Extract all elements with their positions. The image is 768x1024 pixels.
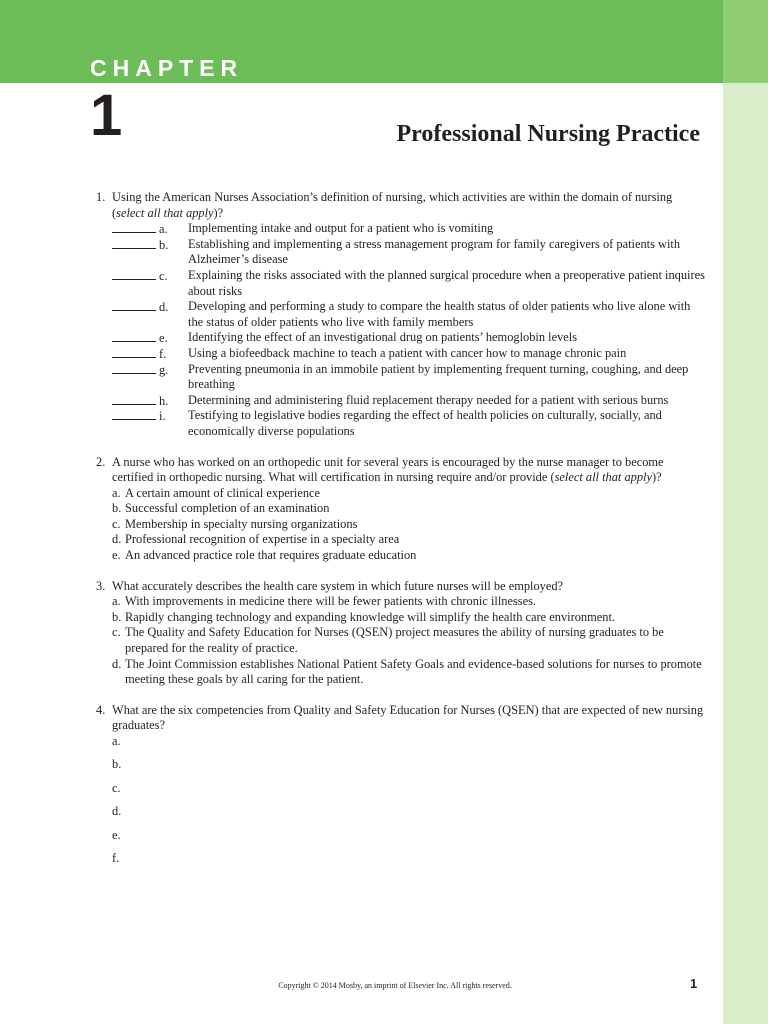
option-text: Identifying the effect of an investigational drug on patients’ hemoglobin levels	[188, 330, 578, 345]
question-stem: What accurately describes the health care system in which future nurses will be employed?	[112, 578, 564, 593]
option-text: Testifying to legislative bodies regarding the effect of health policies on culturally, socially, and economically diverse populations	[188, 408, 662, 438]
answer-option	[112, 657, 706, 688]
answer-blank[interactable]	[112, 408, 156, 420]
answer-blank[interactable]	[112, 346, 156, 358]
side-strip	[723, 83, 768, 1024]
option-letter: a.	[112, 485, 121, 500]
answer-option	[112, 299, 706, 330]
answer-option	[112, 330, 706, 346]
option-letter: h.	[159, 393, 169, 408]
answer-option	[112, 610, 706, 626]
option-letter: f.	[159, 346, 167, 361]
blank-letter: a.	[112, 734, 121, 748]
question-stem-italic: select all that apply	[554, 470, 652, 485]
option-letter: g.	[159, 362, 169, 377]
question-2	[96, 455, 706, 564]
question-number: 1.	[96, 190, 106, 204]
answer-option	[112, 501, 706, 517]
answer-blank[interactable]	[112, 237, 156, 249]
chapter-title: Professional Nursing Practice	[396, 121, 700, 147]
answer-option	[112, 346, 706, 362]
answer-option	[112, 362, 706, 393]
answer-option	[112, 237, 706, 268]
question-stem-italic: select all that apply	[116, 205, 214, 220]
page-number: 1	[690, 976, 698, 991]
answer-blank[interactable]	[112, 299, 156, 311]
answer-option	[112, 393, 706, 409]
blank-letter: f.	[112, 850, 120, 865]
question-stem-close: )?	[213, 205, 224, 220]
option-letter: b.	[112, 609, 122, 624]
option-text: A certain amount of clinical experience	[125, 485, 321, 500]
option-letter: e.	[112, 548, 121, 563]
answer-blank-row[interactable]	[112, 851, 706, 874]
option-letter: e.	[159, 331, 168, 346]
option-text: Preventing pneumonia in an immobile patient by implementing frequent turning, coughing, and deep breathing	[188, 361, 689, 392]
option-text: Determining and administering fluid replacement therapy needed for a patient with serious burns	[188, 392, 669, 407]
question-list	[96, 190, 706, 889]
option-letter: d.	[112, 532, 122, 547]
question-stem-text: Using the American Nurses Association’s definition of nursing, which activities are within the domain of nursing	[112, 190, 673, 204]
answer-blank[interactable]	[112, 221, 156, 233]
option-text: With improvements in medicine there will be fewer patients with chronic illnesses.	[125, 594, 537, 609]
option-letter: a.	[112, 594, 121, 609]
blank-letter: b.	[112, 757, 122, 772]
answer-option	[112, 625, 706, 656]
answer-blank[interactable]	[112, 393, 156, 405]
blank-letter: e.	[112, 827, 121, 842]
option-text: Developing and performing a study to compare the health status of older patients who live alone with the status of older patients who live with family members	[188, 299, 691, 329]
question-stem: What are the six competencies from Quality and Safety Education for Nurses (QSEN) that are expected of new nursing graduates?	[112, 702, 704, 733]
option-letter: d.	[159, 300, 169, 315]
chapter-label: CHAPTER	[90, 55, 244, 81]
option-letter: c.	[112, 516, 121, 531]
option-text: Professional recognition of expertise in a specialty area	[125, 532, 400, 547]
option-letter: i.	[159, 409, 166, 424]
option-text: The Quality and Safety Education for Nurses (QSEN) project measures the ability of nursing graduates to be prepared for the reality of practice.	[125, 625, 664, 656]
option-letter: d.	[112, 656, 122, 671]
option-text: An advanced practice role that requires graduate education	[125, 548, 417, 563]
answer-option	[112, 486, 706, 502]
option-letter: c.	[159, 268, 168, 283]
option-text: Explaining the risks associated with the planned surgical procedure when a preoperative patient inquires about risks	[188, 267, 705, 298]
option-text: Successful completion of an examination	[125, 501, 330, 516]
question-number: 2.	[96, 454, 106, 469]
option-text: Membership in specialty nursing organizations	[125, 516, 358, 531]
answer-blank-row[interactable]	[112, 828, 706, 851]
chapter-number: 1	[90, 83, 123, 148]
question-stem-paren: (	[112, 205, 117, 220]
answer-option	[112, 268, 706, 299]
answer-option	[112, 221, 706, 237]
option-text: Using a biofeedback machine to teach a patient with cancer how to manage chronic pain	[188, 345, 627, 360]
answer-option	[112, 532, 706, 548]
answer-blank-row[interactable]	[112, 734, 706, 757]
question-3	[96, 579, 706, 688]
answer-blank[interactable]	[112, 268, 156, 280]
blank-letter: c.	[112, 780, 121, 795]
option-text: Implementing intake and output for a patient who is vomiting	[188, 221, 494, 236]
answer-option	[112, 408, 706, 439]
answer-blank-row[interactable]	[112, 804, 706, 827]
answer-blank-row[interactable]	[112, 781, 706, 804]
question-stem	[112, 190, 706, 221]
question-number: 4.	[96, 702, 106, 717]
question-stem-close: )?	[652, 470, 662, 485]
option-letter: c.	[112, 625, 121, 640]
blank-letter: d.	[112, 804, 122, 819]
answer-blank[interactable]	[112, 330, 156, 342]
question-stem	[112, 455, 706, 486]
option-text: Rapidly changing technology and expanding knowledge will simplify the health care environment.	[125, 609, 615, 624]
question-1	[96, 190, 706, 440]
option-letter: b.	[112, 501, 122, 516]
option-text: Establishing and implementing a stress management program for family caregivers of patients with Alzheimer’s disease	[188, 236, 681, 267]
answer-blank-row[interactable]	[112, 757, 706, 780]
side-strip-top	[723, 0, 768, 83]
option-text: The Joint Commission establishes National Patient Safety Goals and evidence-based solutions for nurses to promote meeting these goals by all caring for the patient.	[125, 656, 702, 687]
copyright-notice: Copyright © 2014 Mosby, an imprint of Elsevier Inc. All rights reserved.	[278, 981, 512, 990]
answer-option	[112, 548, 706, 564]
option-letter: a.	[159, 222, 168, 237]
question-4	[96, 703, 706, 875]
answer-blank[interactable]	[112, 362, 156, 374]
question-stem-text: A nurse who has worked on an orthopedic unit for several years is encouraged by the nurse manager to become certified in orthopedic nursing. What will certification in nursing require and/or provide (	[112, 454, 664, 485]
answer-option	[112, 594, 706, 610]
question-number: 3.	[96, 578, 106, 593]
answer-option	[112, 517, 706, 533]
option-letter: b.	[159, 237, 169, 252]
